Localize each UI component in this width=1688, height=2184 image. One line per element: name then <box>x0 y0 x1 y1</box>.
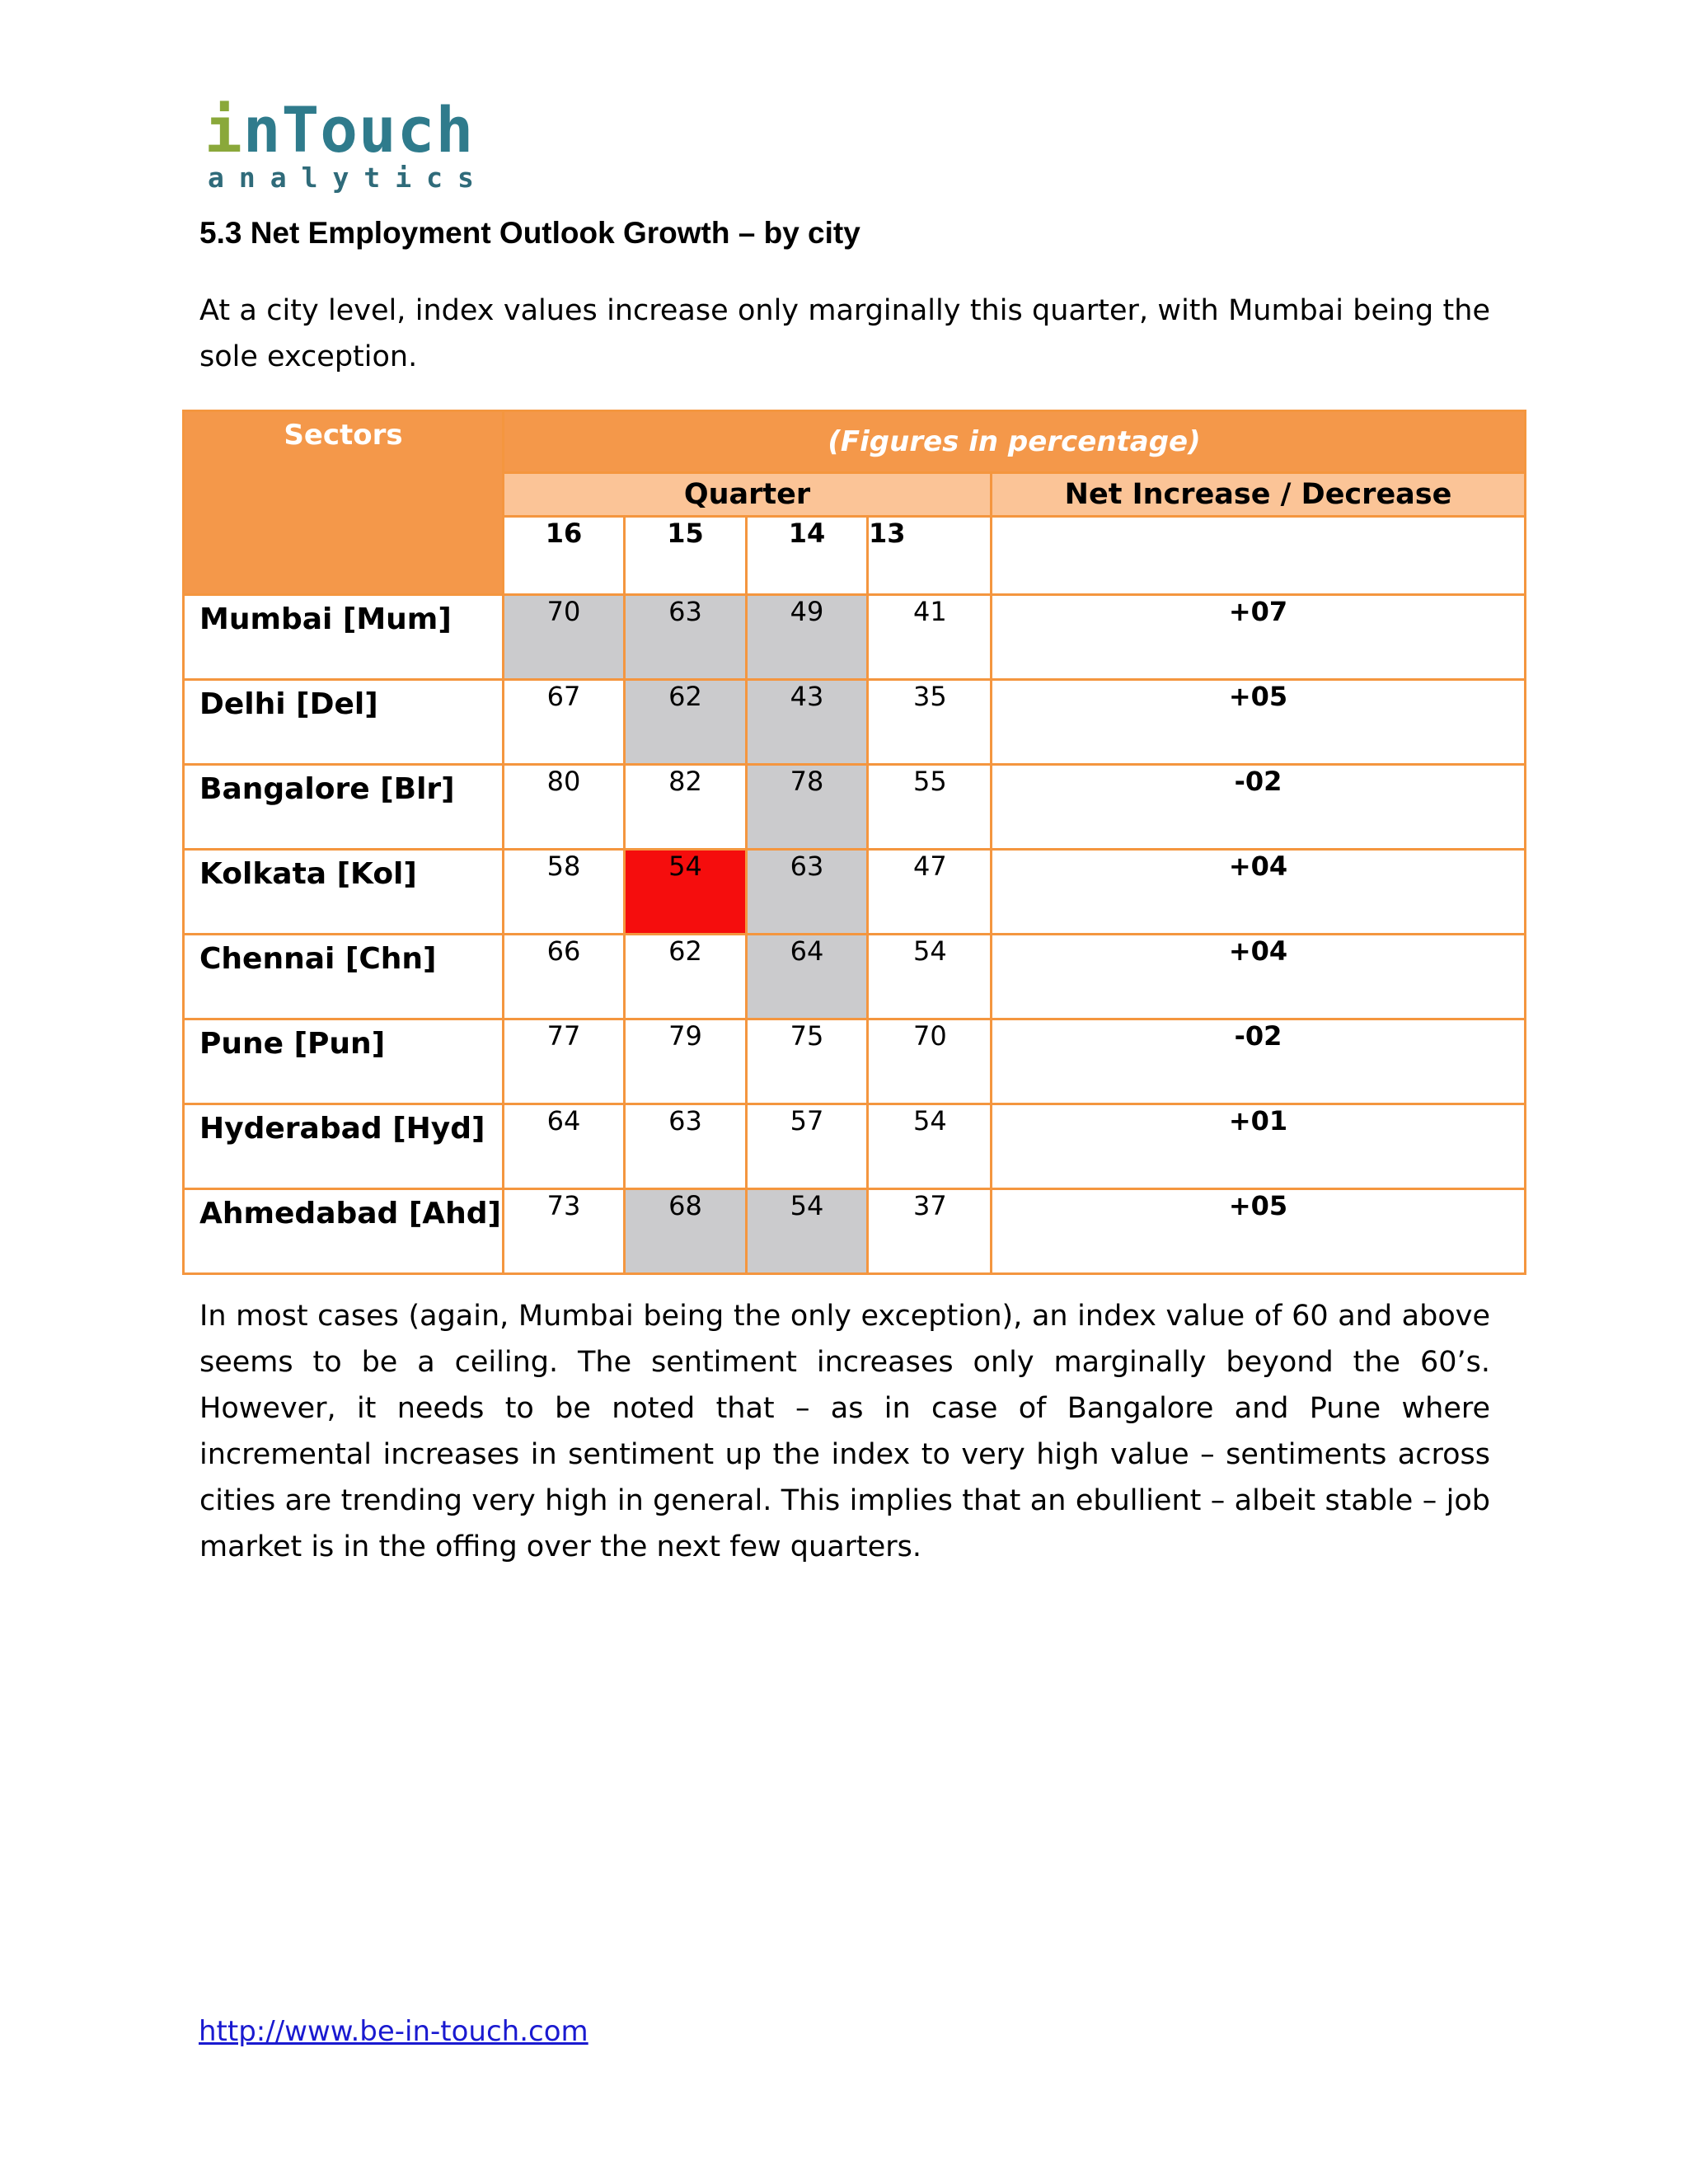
value-q14: 54 <box>747 1189 868 1274</box>
net-change: +07 <box>992 595 1526 680</box>
net-change: -02 <box>992 765 1526 850</box>
city-outlook-table <box>182 410 1526 1275</box>
table-header-row <box>184 411 1526 473</box>
city-name: Hyderabad [Hyd] <box>184 1104 504 1189</box>
quarter-16: 16 <box>504 517 625 595</box>
value-q15: 62 <box>625 935 747 1019</box>
value-q16: 66 <box>504 935 625 1019</box>
value-q13: 41 <box>868 595 992 680</box>
table-row <box>184 935 1526 1019</box>
city-name: Chennai [Chn] <box>184 935 504 1019</box>
city-name: Mumbai [Mum] <box>184 595 504 680</box>
value-q15: 68 <box>625 1189 747 1274</box>
quarter-13: 13 <box>868 517 992 595</box>
website-link[interactable]: http://www.be-in-touch.com <box>199 2015 588 2048</box>
value-q16: 67 <box>504 680 625 765</box>
city-name: Bangalore [Blr] <box>184 765 504 850</box>
value-q13: 37 <box>868 1189 992 1274</box>
net-change: -02 <box>992 1019 1526 1104</box>
city-name: Delhi [Del] <box>184 680 504 765</box>
intro-paragraph: At a city level, index values increase only marginally this quarter, with Mumbai being the sole exception. <box>199 294 1490 373</box>
value-q15: 62 <box>625 680 747 765</box>
value-q16: 73 <box>504 1189 625 1274</box>
logo-wordmark <box>204 93 475 166</box>
value-q16: 58 <box>504 850 625 935</box>
quarter-blank <box>992 517 1526 595</box>
city-name: Ahmedabad [Ahd] <box>184 1189 504 1274</box>
value-q14: 75 <box>747 1019 868 1104</box>
value-q13: 70 <box>868 1019 992 1104</box>
value-q15: 82 <box>625 765 747 850</box>
table-row <box>184 1019 1526 1104</box>
quarter-15: 15 <box>625 517 747 595</box>
net-change-header: Net Increase / Decrease <box>992 473 1526 517</box>
sectors-header: Sectors <box>184 411 504 595</box>
city-name: Pune [Pun] <box>184 1019 504 1104</box>
table-row <box>184 1189 1526 1274</box>
value-q14: 57 <box>747 1104 868 1189</box>
quarter-header: Quarter <box>504 473 992 517</box>
value-q13: 54 <box>868 1104 992 1189</box>
net-change: +01 <box>992 1104 1526 1189</box>
value-q16: 77 <box>504 1019 625 1104</box>
value-q13: 35 <box>868 680 992 765</box>
net-change: +04 <box>992 935 1526 1019</box>
quarter-14: 14 <box>747 517 868 595</box>
figures-note: (Figures in percentage) <box>504 411 1526 473</box>
net-change: +05 <box>992 680 1526 765</box>
logo-word-intouch: nTouch <box>242 93 475 166</box>
table-row <box>184 595 1526 680</box>
section-heading: 5.3 Net Employment Outlook Growth – by city <box>199 216 860 250</box>
logo-letter-i: i <box>204 93 243 166</box>
value-q14: 64 <box>747 935 868 1019</box>
value-q15: 63 <box>625 1104 747 1189</box>
value-q13: 55 <box>868 765 992 850</box>
net-change: +04 <box>992 850 1526 935</box>
net-change: +05 <box>992 1189 1526 1274</box>
value-q16: 80 <box>504 765 625 850</box>
value-q16: 64 <box>504 1104 625 1189</box>
logo-word-analytics: analytics <box>208 162 489 194</box>
value-q14: 78 <box>747 765 868 850</box>
value-q14: 63 <box>747 850 868 935</box>
value-q14: 43 <box>747 680 868 765</box>
value-q15: 79 <box>625 1019 747 1104</box>
value-q16: 70 <box>504 595 625 680</box>
value-q13: 54 <box>868 935 992 1019</box>
intouch-analytics-logo <box>204 93 489 194</box>
value-q14: 49 <box>747 595 868 680</box>
value-q15: 54 <box>625 850 747 935</box>
value-q15: 63 <box>625 595 747 680</box>
table-row <box>184 765 1526 850</box>
city-name: Kolkata [Kol] <box>184 850 504 935</box>
table-row <box>184 680 1526 765</box>
table-row <box>184 850 1526 935</box>
table-row <box>184 1104 1526 1189</box>
value-q13: 47 <box>868 850 992 935</box>
analysis-paragraph: In most cases (again, Mumbai being the only exception), an index value of 60 and above seems to be a ceiling. The sentiment increases only marginally beyond the 60’s. However, it needs to be noted that – as in case of Bangalore and Pune where incremental increases in sentiment up the index to very high value – sentiments across cities are trending very high in general. This implies that an ebullient – albeit stable – job market is in the offing over the next few quarters. <box>199 1300 1490 1563</box>
